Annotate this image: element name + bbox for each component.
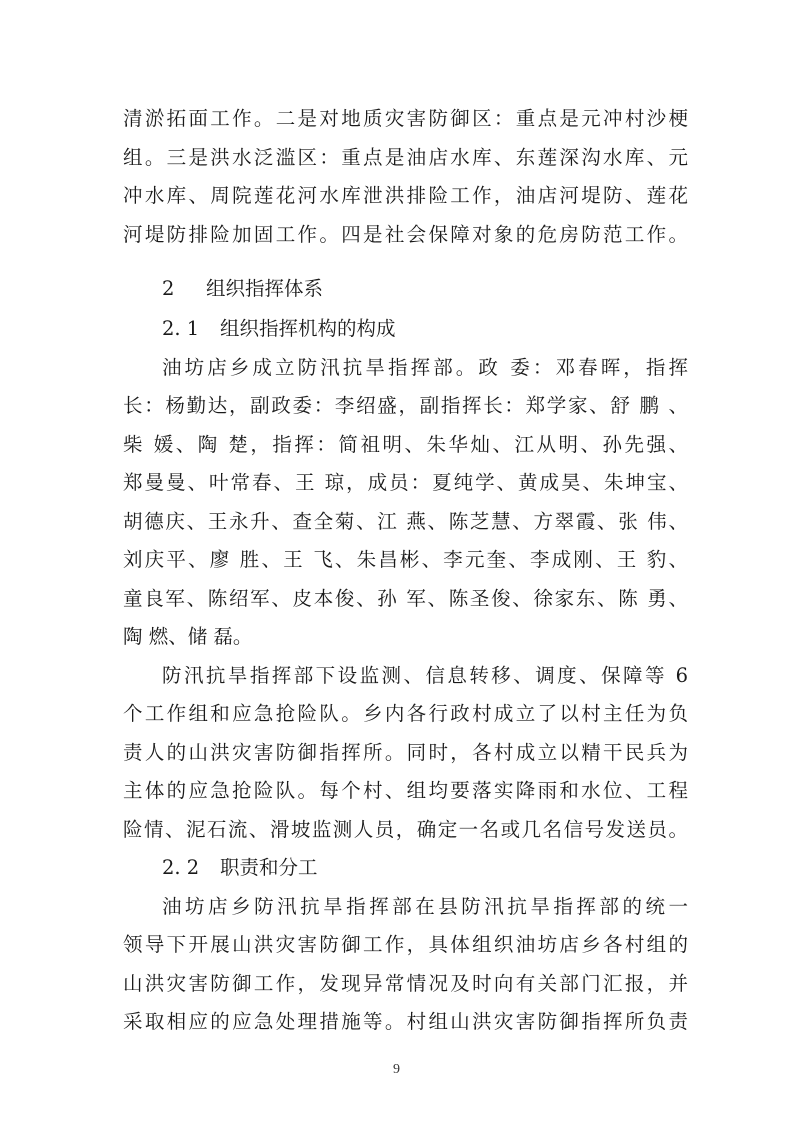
body-line: 清淤拓面工作。二是对地质灾害防御区：重点是元冲村沙梗: [123, 107, 688, 130]
body-line: 险情、泥石流、滑坡监测人员，确定一名或几名信号发送员。: [123, 818, 688, 841]
body-line: 河堤防排险加固工作。四是社会保障对象的危房防范工作。: [123, 223, 688, 246]
section-heading-2-1: [162, 316, 688, 342]
section-number: 2. 2: [162, 856, 200, 879]
body-line: 郑曼曼、叶常春、王 琼，成员：夏纯学、黄成昊、朱坤宝、: [123, 471, 688, 494]
body-line: 刘庆平、廖 胜、王 飞、朱昌彬、李元奎、李成刚、王 豹、: [123, 548, 688, 571]
body-line: 油坊店乡成立防汛抗旱指挥部。政 委：邓春晖，指挥: [162, 356, 688, 379]
body-line: 主体的应急抢险队。每个村、组均要落实降雨和水位、工程: [123, 779, 688, 802]
section-heading-2-2: [162, 855, 688, 881]
body-line: 陶 燃、储 磊。: [123, 625, 253, 648]
section-title: 组织指挥机构的构成: [220, 317, 396, 340]
section-heading-2: [162, 276, 688, 302]
body-line: 领导下开展山洪灾害防御工作，具体组织油坊店乡各村组的: [123, 933, 688, 956]
body-line: 长：杨勤达，副政委：李绍盛，副指挥长：郑学家、舒 鹏 、: [123, 394, 688, 417]
body-line: 责人的山洪灾害防御指挥所。同时，各村成立以精干民兵为: [123, 741, 688, 764]
section-number: 2. 1: [162, 317, 200, 340]
body-line: 防汛抗旱指挥部下设监测、信息转移、调度、保障等 6: [162, 664, 688, 687]
body-line: 个工作组和应急抢险队。乡内各行政村成立了以村主任为负: [123, 702, 688, 725]
body-line: 山洪灾害防御工作，发现异常情况及时向有关部门汇报，并: [123, 972, 688, 995]
body-line: 组。三是洪水泛滥区：重点是油店水库、东莲深沟水库、元: [123, 146, 688, 169]
page-number: 9: [393, 1062, 400, 1077]
body-line: 胡德庆、王永升、查全菊、江 燕、陈芝慧、方翠霞、张 伟、: [123, 510, 688, 533]
section-title: 组织指挥体系: [206, 277, 324, 300]
section-number: 2: [162, 277, 175, 300]
section-title: 职责和分工: [220, 856, 318, 879]
body-line: 柴 媛、陶 楚，指挥：简祖明、朱华灿、江从明、孙先强、: [123, 433, 688, 456]
body-line: 油坊店乡防汛抗旱指挥部在县防汛抗旱指挥部的统一: [162, 895, 688, 918]
body-line: 冲水库、周院莲花河水库泄洪排险工作，油店河堤防、莲花: [123, 184, 688, 207]
body-line: 采取相应的应急处理措施等。村组山洪灾害防御指挥所负责: [123, 1010, 688, 1033]
body-line: 童良军、陈绍军、皮本俊、孙 军、陈圣俊、徐家东、陈 勇、: [123, 587, 688, 610]
